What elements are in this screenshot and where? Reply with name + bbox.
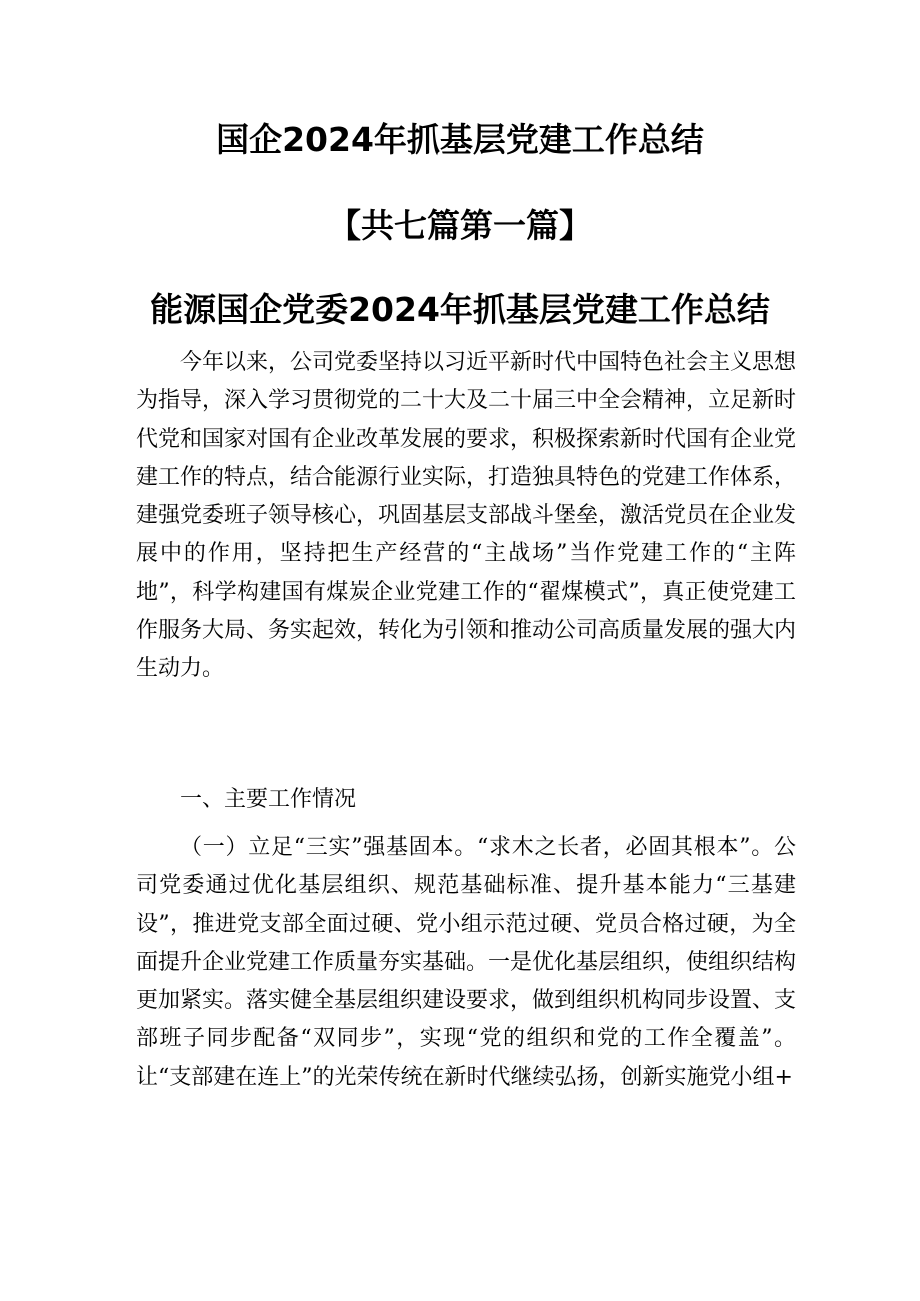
body-paragraph: （一）立足“三实”强基固本。“求木之长者，必固其根本”。公司党委通过优化基层组织、规范基础标准、提升基本能力“三基建设”，推进党支部全面过硬、党小组示范过硬、党员合格过硬，为全面提升企业党建工作质量夯实基础。一是优化基层组织，使组织结构更加紧实。落实健全基层组织建设要求，做到组织机构同步设置、支部班子同步配备“双同步”，实现“党的组织和党的工作全覆盖”。让“支部建在连上”的光荣传统在新时代继续弘扬，创新实施党小组+ [136,835,797,1090]
intro-paragraph: 今年以来，公司党委坚持以习近平新时代中国特色社会主义思想为指导，深入学习贯彻党的二十大及二十届三中全会精神，立足新时代党和国家对国有企业改革发展的要求，积极探索新时代国有企业党建工作的特点，结合能源行业实际，打造独具特色的党建工作体系，建强党委班子领导核心，巩固基层支部战斗堡垒，激活党员在企业发展中的作用，坚持把生产经营的“主战场”当作党建工作的“主阵地”，科学构建国有煤炭企业党建工作的“翟煤模式”，真正使党建工作服务大局、务实起效，转化为引领和推动公司高质量发展的强大内生动力。 [136,350,797,682]
article-title: 能源国企党委2024年抓基层党建工作总结 [150,290,770,329]
section-heading: 一、主要工作情况 [180,787,357,812]
document-title: 国企2024年抓基层党建工作总结 [216,120,704,159]
document-subtitle: 【共七篇第一篇】 [328,206,592,245]
